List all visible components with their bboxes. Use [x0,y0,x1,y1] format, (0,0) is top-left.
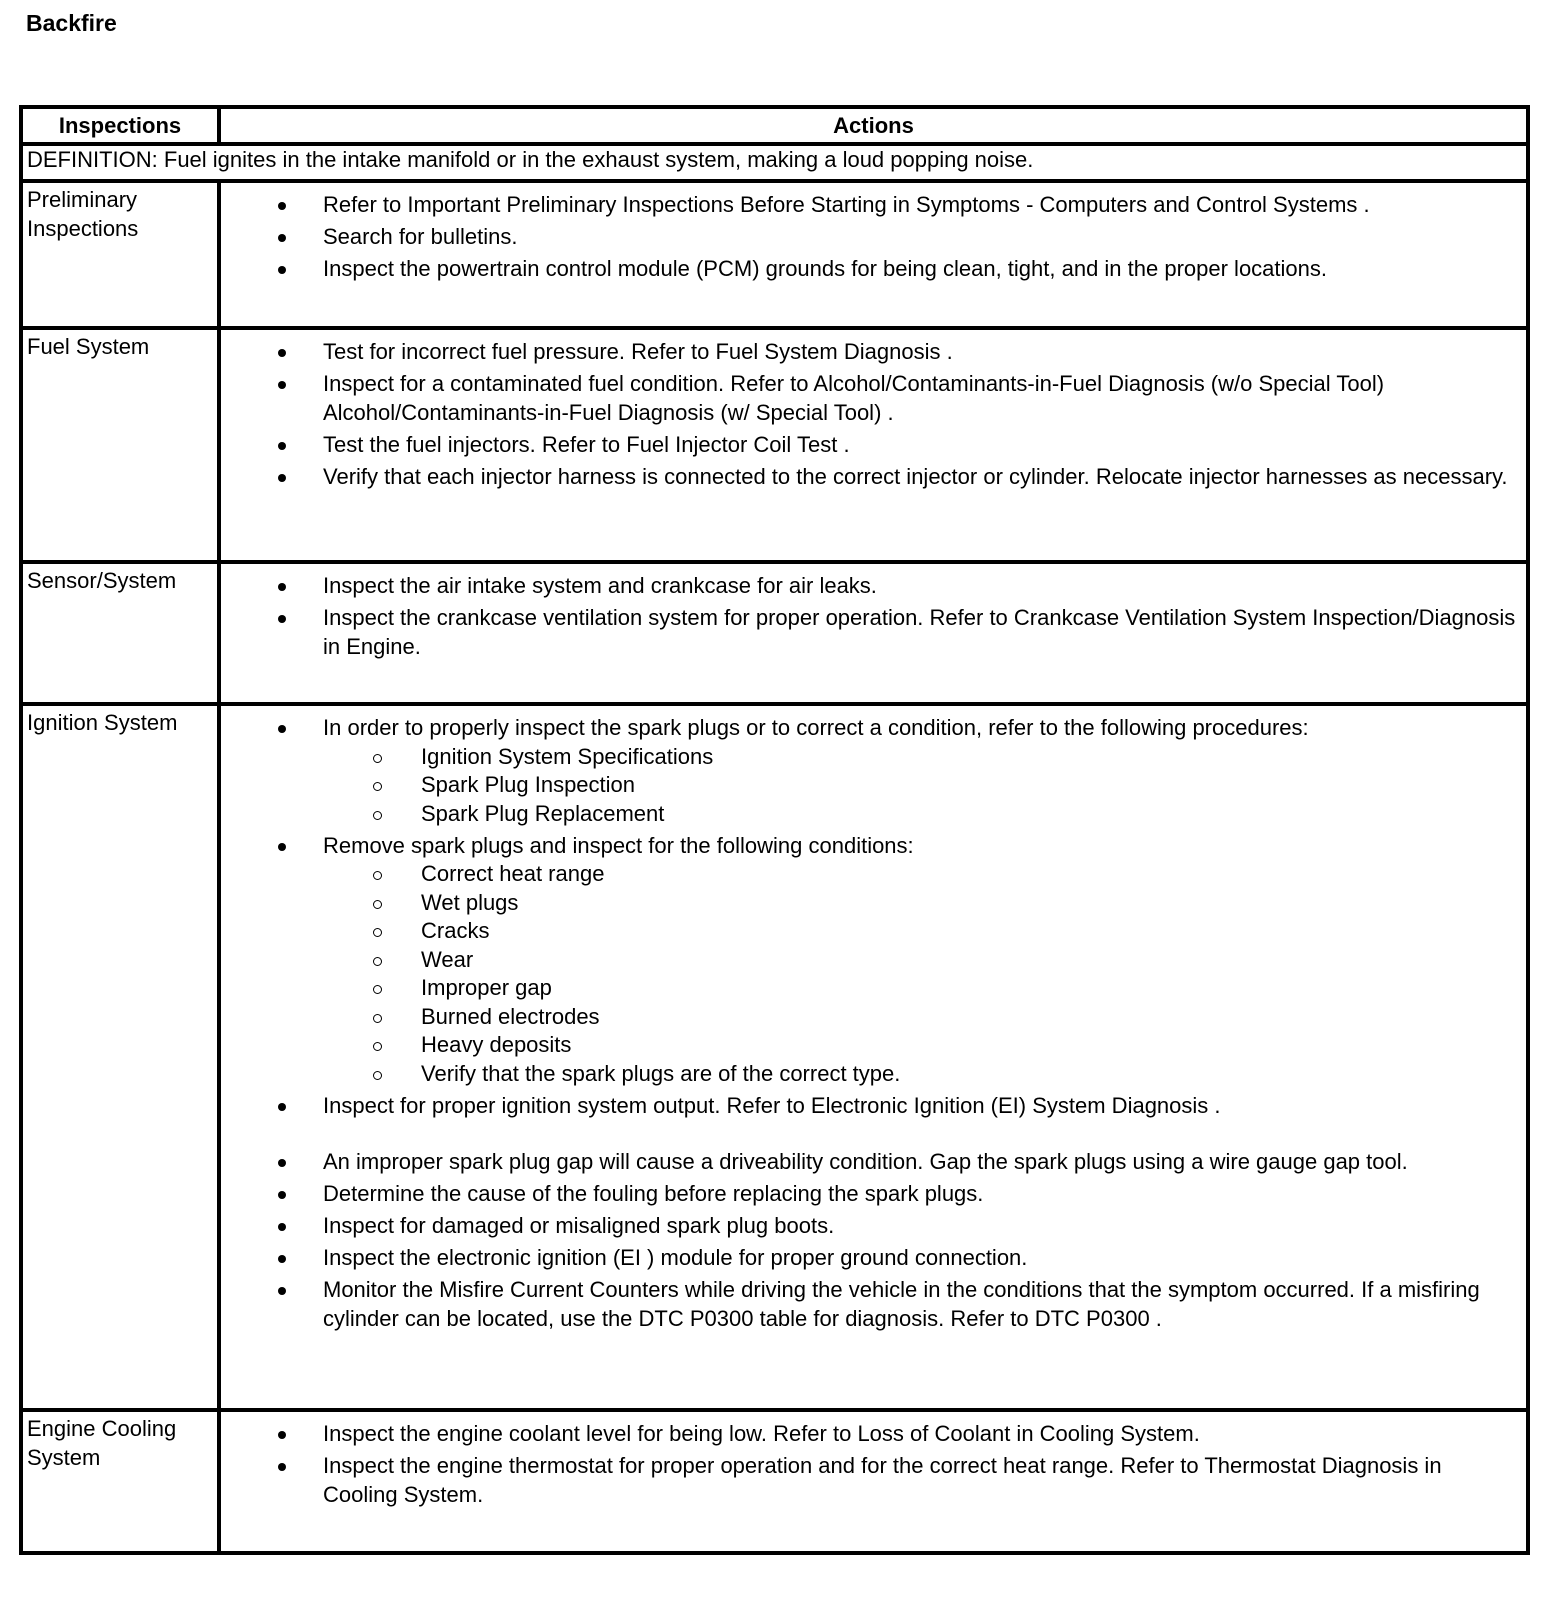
actions-cell [219,328,1528,562]
actions-column-header: Actions [219,107,1528,144]
action-item: Inspect the electronic ignition (EI ) module for proper ground connection. [221,1244,1526,1273]
action-item: Inspect the powertrain control module (PCM) grounds for being clean, tight, and in the proper locations. [221,255,1526,284]
action-item: Verify that each injector harness is connected to the correct injector or cylinder. Relocate injector harnesses as necessary. [221,463,1526,492]
action-item: Inspect the engine coolant level for being low. Refer to Loss of Coolant in Cooling System. [221,1420,1526,1449]
actions-cell [219,181,1528,328]
page-title: Backfire [26,10,117,36]
action-item: Inspect for a contaminated fuel condition. Refer to Alcohol/Contaminants-in-Fuel Diagnosis (w/o Special Tool) Alcohol/Contaminants-in-Fuel Diagnosis (w/ Special Tool) . [221,370,1526,427]
table-header-row [21,107,1528,144]
action-item-text: In order to properly inspect the spark plugs or to correct a condition, refer to the following procedures: [323,715,1309,740]
action-item: Inspect the engine thermostat for proper operation and for the correct heat range. Refer to Thermostat Diagnosis in Cooling System. [221,1452,1526,1509]
action-item-text: Remove spark plugs and inspect for the following conditions: [323,832,914,858]
table-row [21,1410,1528,1553]
action-item: Test for incorrect fuel pressure. Refer to Fuel System Diagnosis . [221,338,1526,367]
action-item: An improper spark plug gap will cause a driveability condition. Gap the spark plugs using a wire gauge gap tool. [221,1148,1526,1177]
action-item: Determine the cause of the fouling before replacing the spark plugs. [221,1180,1526,1209]
sub-item: Wear [323,946,1520,975]
inspection-label: Engine Cooling System [21,1410,219,1553]
actions-cell [219,1410,1528,1553]
action-list [221,338,1526,491]
sub-item: Ignition System Specifications [323,743,1520,772]
action-item: Inspect for damaged or misaligned spark plug boots. [221,1212,1526,1241]
inspections-column-header: Inspections [21,107,219,144]
action-list [221,714,1526,1333]
table-row [21,562,1528,704]
action-list [221,572,1526,661]
action-item: Inspect the air intake system and crankcase for air leaks. [221,572,1526,601]
sub-item: Burned electrodes [323,1003,1520,1032]
sub-item: Verify that the spark plugs are of the correct type. [323,1060,1520,1089]
table-row [21,328,1528,562]
action-item: Search for bulletins. [221,223,1526,252]
action-item [221,714,1526,828]
inspection-label: Fuel System [21,328,219,562]
table-row [21,181,1528,328]
sub-item: Heavy deposits [323,1031,1520,1060]
action-item: Test the fuel injectors. Refer to Fuel Injector Coil Test . [221,431,1526,460]
action-list [221,1420,1526,1509]
table-row [21,704,1528,1410]
definition-text: DEFINITION: Fuel ignites in the intake manifold or in the exhaust system, making a loud popping noise. [21,144,1528,181]
sub-item: Cracks [323,917,1520,946]
actions-cell [219,704,1528,1410]
sub-item: Spark Plug Inspection [323,771,1520,800]
action-item: Refer to Important Preliminary Inspections Before Starting in Symptoms - Computers and Control Systems . [221,191,1526,220]
sub-item: Spark Plug Replacement [323,800,1520,829]
action-item: Monitor the Misfire Current Counters while driving the vehicle in the conditions that the symptom occurred. If a misfiring cylinder can be located, use the DTC P0300 table for diagnosis. Refer to DTC P0300 . [221,1276,1526,1333]
actions-cell [219,562,1528,704]
action-item: Inspect the crankcase ventilation system for proper operation. Refer to Crankcase Ventilation System Inspection/Diagnosis in Engine. [221,604,1526,661]
inspection-label: Sensor/System [21,562,219,704]
inspection-label: Preliminary Inspections [21,181,219,328]
sub-item: Improper gap [323,974,1520,1003]
sub-list [323,860,1520,1088]
sub-item: Correct heat range [323,860,1520,889]
sub-item: Wet plugs [323,889,1520,918]
action-item: Inspect for proper ignition system output. Refer to Electronic Ignition (EI) System Diagnosis . [221,1092,1526,1121]
action-list [221,191,1526,284]
sub-list [323,743,1520,829]
action-item [221,832,1526,1089]
inspection-label: Ignition System [21,704,219,1410]
definition-row [21,144,1528,181]
backfire-diagnosis-table [19,105,1530,1555]
